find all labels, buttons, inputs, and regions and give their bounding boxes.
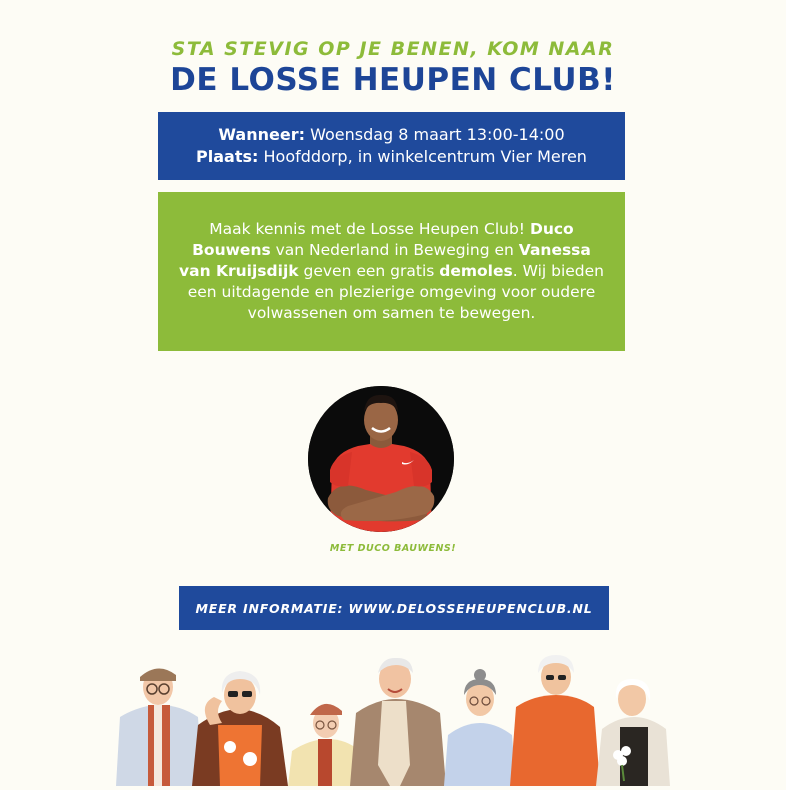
description-part-3: geven een gratis — [298, 262, 440, 280]
description-part-4: . Wij bieden een uitdagende en plezierige omgeving voor oudere volwassenen om samen te bewegen. — [187, 262, 604, 322]
when-line — [218, 124, 564, 146]
instructor-photo — [308, 386, 454, 532]
where-value: Hoofddorp, in winkelcentrum Vier Meren — [258, 147, 587, 166]
when-label: Wanneer: — [218, 125, 305, 144]
name-duco: Duco Bouwens — [192, 220, 574, 259]
description-part-1: Maak kennis met de Losse Heupen Club! — [209, 220, 530, 238]
instructor-illustration — [308, 386, 454, 532]
seniors-illustration — [110, 655, 670, 786]
description-text — [176, 219, 607, 324]
event-info-box — [158, 112, 625, 180]
more-info-text: MEER INFORMATIE: WWW.DELOSSEHEUPENCLUB.NL — [195, 600, 593, 616]
description-box — [158, 192, 625, 351]
more-info-banner[interactable] — [179, 586, 609, 630]
demo-word: demoles — [439, 262, 513, 280]
name-vanessa: Vanessa van Kruijsdijk — [179, 241, 591, 280]
photo-caption: MET DUCO BAUWENS! — [329, 543, 457, 554]
when-value: Woensdag 8 maart 13:00-14:00 — [304, 125, 565, 144]
where-label: Plaats: — [196, 147, 259, 166]
tagline: STA STEVIG OP JE BENEN, KOM NAAR — [171, 38, 615, 60]
description-part-2: van Nederland in Beweging en — [270, 241, 519, 259]
page-title: DE LOSSE HEUPEN CLUB! — [170, 62, 616, 98]
where-line — [196, 146, 587, 168]
seniors-group-illustration — [110, 655, 670, 786]
